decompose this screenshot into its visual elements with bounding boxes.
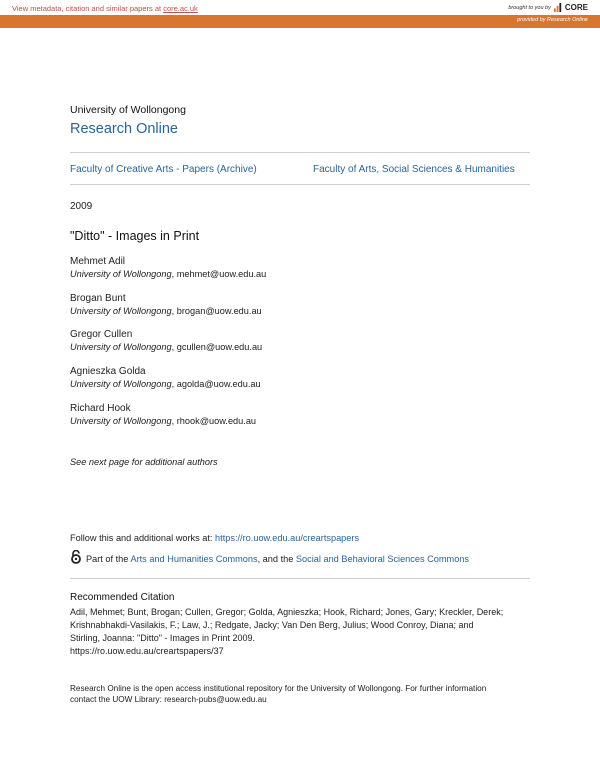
affiliation-name: University of Wollongong	[70, 416, 172, 426]
core-banner	[0, 0, 600, 28]
core-metadata-link[interactable]	[12, 4, 198, 13]
author-affiliation	[70, 416, 256, 426]
citation-heading: Recommended Citation	[70, 592, 175, 603]
arts-humanities-commons-link[interactable]: Arts and Humanities Commons	[130, 554, 258, 564]
author-name: Brogan Bunt	[70, 293, 126, 304]
author-name: Richard Hook	[70, 403, 131, 414]
core-logo-text: CORE	[564, 3, 588, 12]
author-affiliation	[70, 342, 262, 352]
affiliation-name: University of Wollongong	[70, 342, 172, 352]
university-name: University of Wollongong	[70, 104, 186, 116]
repository-title[interactable]: Research Online	[70, 121, 178, 137]
follow-text: Follow this and additional works at:	[70, 533, 216, 543]
author-name: Mehmet Adil	[70, 256, 126, 267]
footer-line: contact the UOW Library: research-pubs@uow.edu.au	[70, 695, 267, 704]
part-of-line	[86, 554, 469, 564]
see-next-page-note: See next page for additional authors	[70, 457, 218, 467]
author-name: Gregor Cullen	[70, 329, 133, 340]
affiliation-name: University of Wollongong	[70, 269, 172, 279]
faculty-link-creative-arts[interactable]: Faculty of Creative Arts - Papers (Archive)	[70, 164, 257, 175]
core-metadata-prefix: View metadata, citation and similar papers at	[12, 4, 164, 13]
author-email: , agolda@uow.edu.au	[171, 379, 261, 389]
affiliation-name: University of Wollongong	[70, 379, 172, 389]
author-affiliation	[70, 379, 261, 389]
provided-by-text: provided by Research Online	[517, 17, 588, 23]
author-email: , gcullen@uow.edu.au	[171, 342, 263, 352]
author-affiliation	[70, 269, 266, 279]
affiliation-name: University of Wollongong	[70, 306, 172, 316]
core-logo-icon	[554, 3, 563, 12]
core-logo[interactable]	[554, 3, 588, 12]
divider-citation	[70, 578, 530, 579]
citation-line: Stirling, Joanna: "Ditto" - Images in Print 2009.	[70, 633, 255, 643]
core-link[interactable]: core.ac.uk	[163, 4, 198, 13]
core-banner-top	[0, 0, 600, 15]
author-email: , brogan@uow.edu.au	[171, 306, 262, 316]
divider-faculties	[70, 184, 530, 185]
author-email: , rhook@uow.edu.au	[171, 416, 257, 426]
part-of-prefix: Part of the	[86, 554, 131, 564]
citation-line: Adil, Mehmet; Bunt, Brogan; Cullen, Gregor; Golda, Agnieszka; Hook, Richard; Jones, Gary; Kreckler, Derek;	[70, 607, 504, 617]
core-brand	[508, 3, 588, 12]
core-provided-strip	[0, 15, 600, 28]
citation-url[interactable]: https://ro.uow.edu.au/creartspapers/37	[70, 646, 224, 656]
footer-line: Research Online is the open access institutional repository for the University of Wollongong. For further information	[70, 684, 487, 693]
author-name: Agnieszka Golda	[70, 366, 146, 377]
faculty-link-arts-social-sciences[interactable]: Faculty of Arts, Social Sciences & Humanities	[313, 164, 515, 175]
citation-line: Krishnabhakdi-Vasilakis, F.; Law, J.; Redgate, Jacky; Van Den Berg, Julius; Wood Conroy, Diana; and	[70, 620, 474, 630]
author-affiliation	[70, 306, 262, 316]
open-access-icon	[70, 550, 82, 564]
author-email: , mehmet@uow.edu.au	[171, 269, 267, 279]
publication-year: 2009	[70, 201, 93, 212]
part-of-middle: , and the	[257, 554, 296, 564]
follow-line	[70, 533, 359, 543]
collection-link[interactable]: https://ro.uow.edu.au/creartspapers	[215, 533, 360, 543]
divider-top	[70, 152, 530, 153]
paper-title: "Ditto" - Images in Print	[70, 229, 200, 243]
social-behavioral-commons-link[interactable]: Social and Behavioral Sciences Commons	[295, 554, 470, 564]
brought-by-text: brought to you by	[508, 4, 551, 11]
